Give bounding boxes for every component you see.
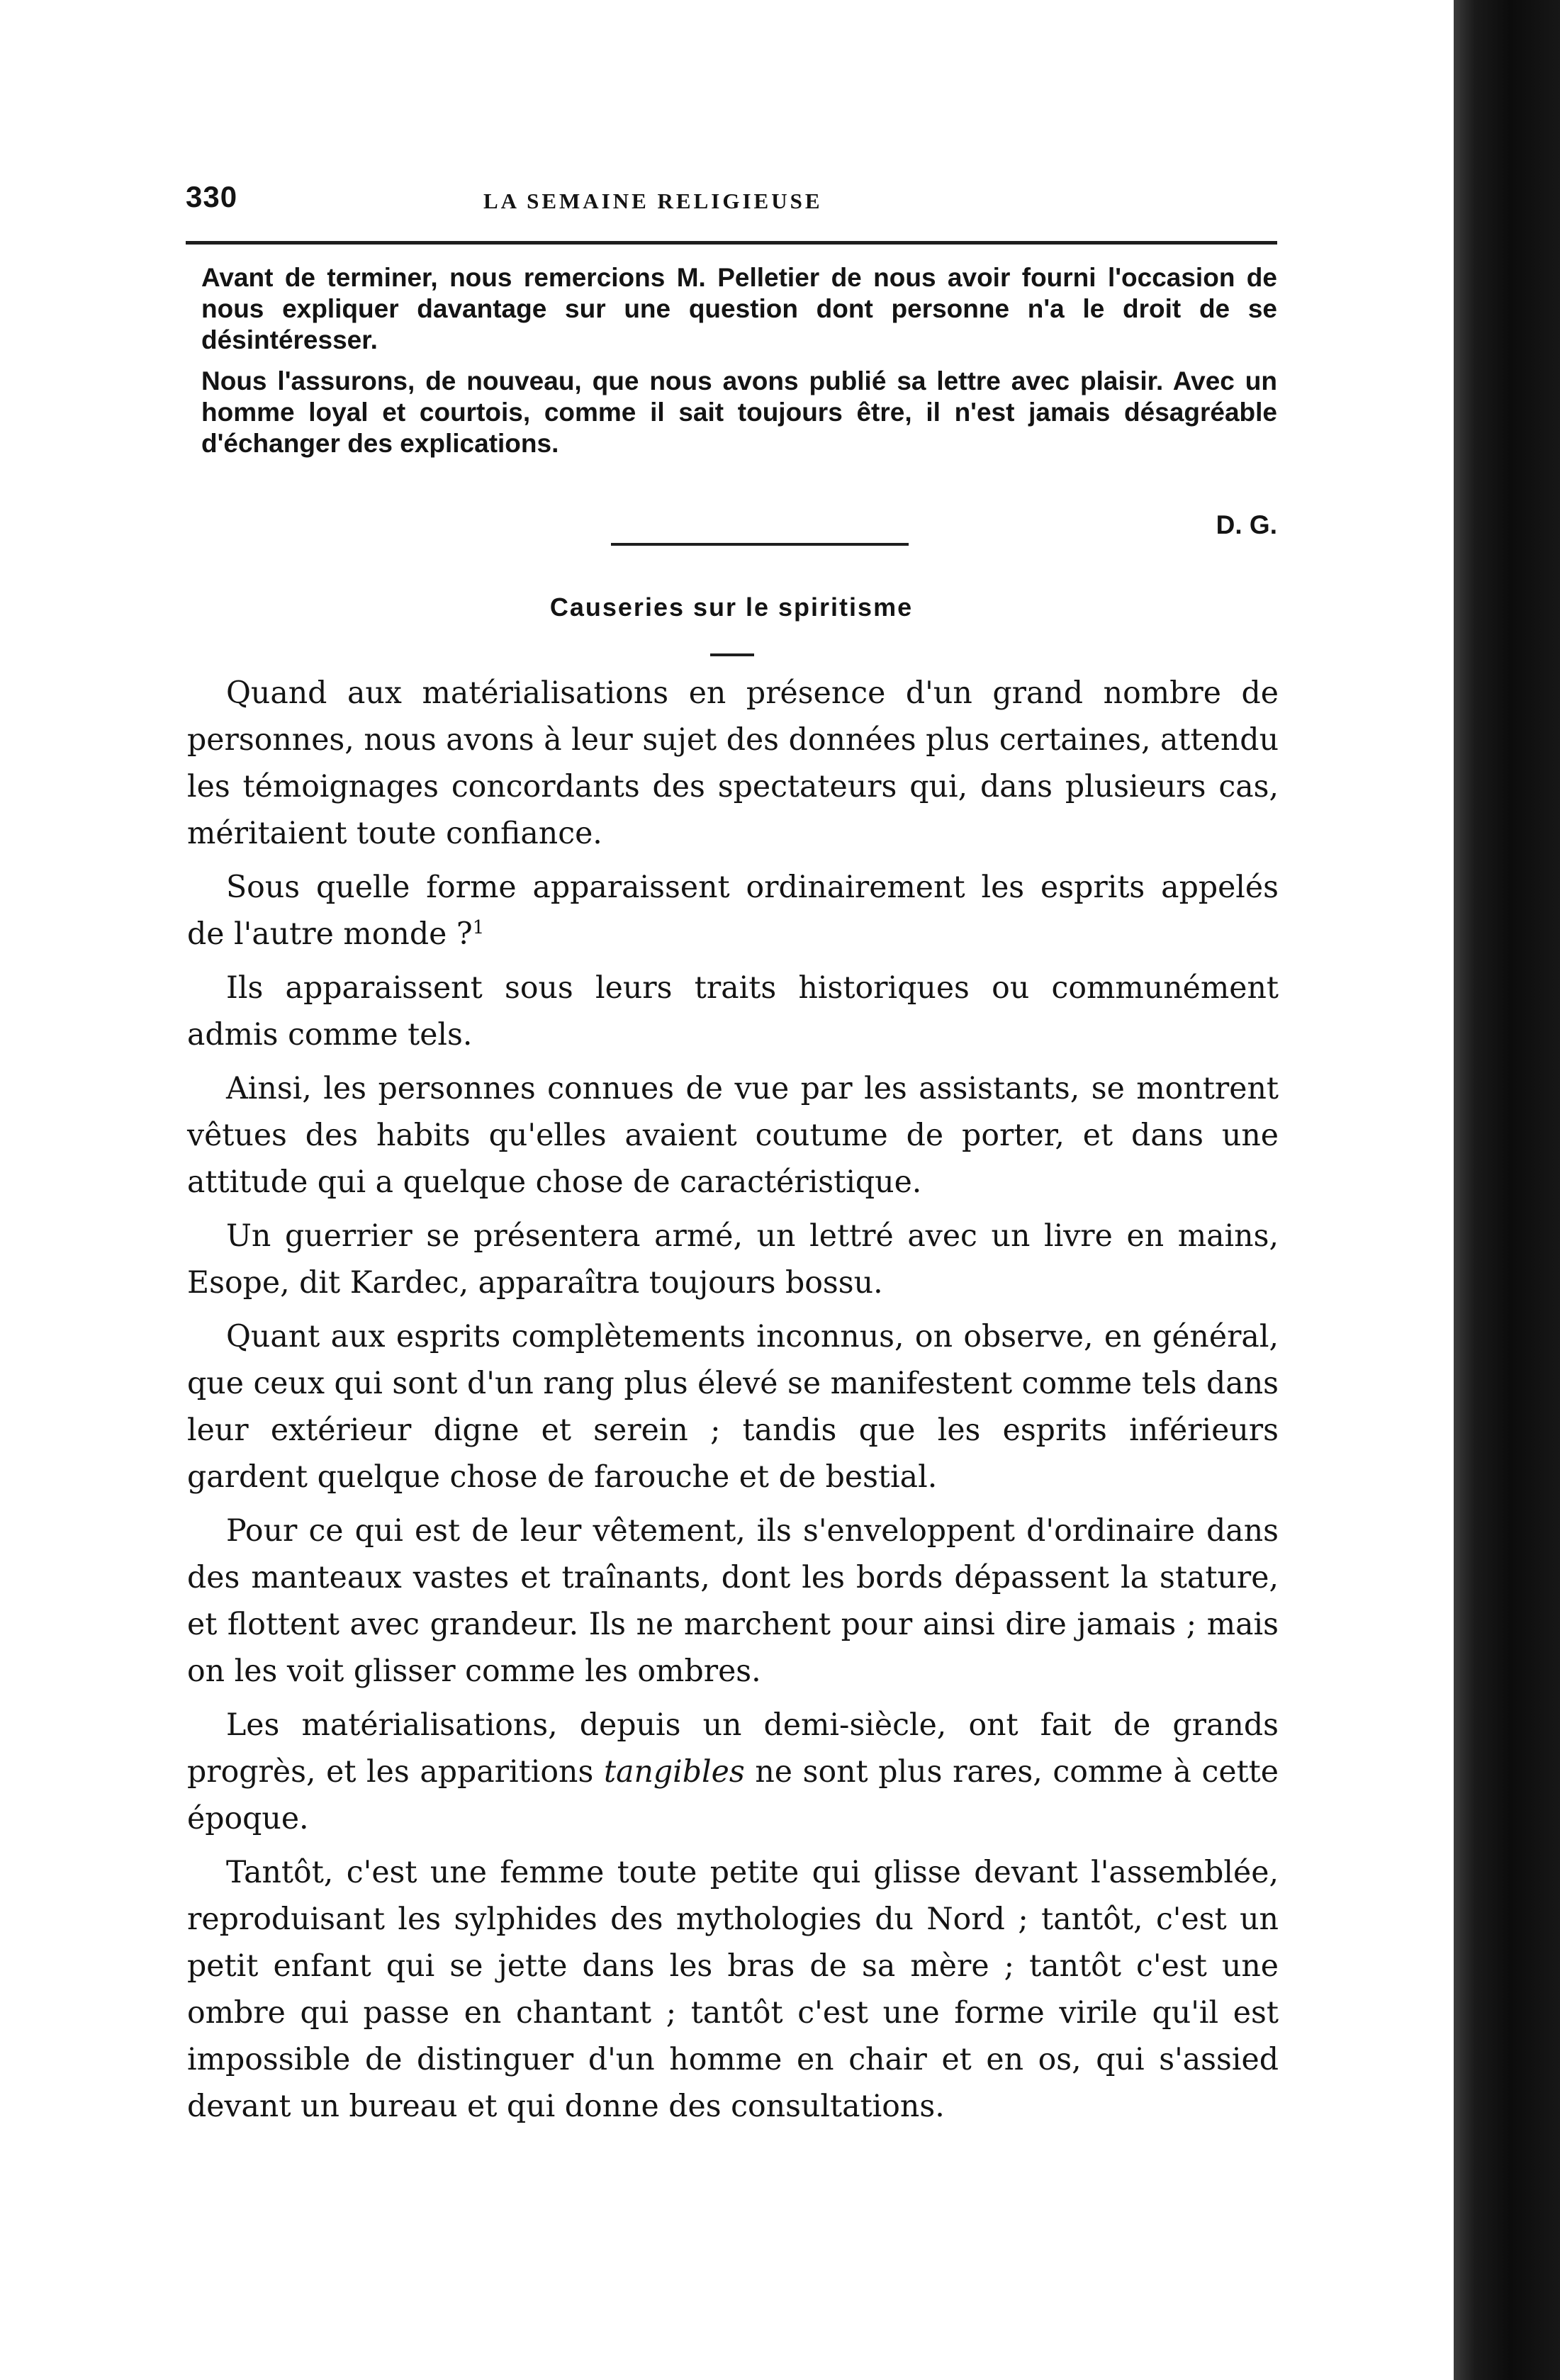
body-paragraph — [187, 1702, 1279, 1842]
italic-word: tangibles — [603, 1754, 745, 1790]
body-paragraph — [187, 864, 1279, 958]
body-paragraph: Un guerrier se présentera armé, un lettré avec un livre en mains, Esope, dit Kardec, apparaîtra toujours bossu. — [187, 1218, 1279, 1301]
running-title: LA SEMAINE RELIGIEUSE — [483, 189, 823, 213]
section-title: Causeries sur le spiritisme — [549, 593, 914, 622]
header-rule — [186, 241, 1277, 245]
body-paragraph-text: Sous quelle forme apparaissent ordinairement les esprits appelés de l'autre monde ? — [187, 870, 1279, 952]
body-paragraph: Quand aux matérialisations en présence d'un grand nombre de personnes, nous avons à leur sujet des données plus certaines, attendu les témoignages concordants des spectateurs qui, dans plusieurs cas, méritaient toute confiance. — [187, 675, 1279, 851]
footnote-marker: 1 — [472, 916, 485, 938]
body-paragraph: Pour ce qui est de leur vêtement, ils s'enveloppent d'ordinaire dans des manteaux vastes et traînants, dont les bords dépassent la stature, et flottent avec grandeur. Ils ne marchent pour ainsi dire jamais ; mais on les voit glisser comme les ombres. — [187, 1513, 1279, 1689]
body-paragraph: Quant aux esprits complètements inconnus, on observe, en général, que ceux qui sont d'un rang plus élevé se manifestent comme tels dans leur extérieur digne et serein ; tandis que les esprits inférieurs gardent quelque chose de farouche et de bestial. — [187, 1319, 1279, 1495]
signature: D. G. — [1216, 510, 1277, 539]
title-dash — [710, 653, 754, 656]
page-header — [186, 177, 1277, 227]
letter-paragraph: Avant de terminer, nous remercions M. Pelletier de nous avoir fourni l'occasion de nous expliquer davantage sur une question dont personne n'a le droit de se désintéresser. — [201, 263, 1277, 354]
body-paragraph: Ils apparaissent sous leurs traits historiques ou communément admis comme tels. — [187, 970, 1279, 1053]
page-number: 330 — [186, 180, 238, 213]
body-paragraph: Ainsi, les personnes connues de vue par les assistants, se montrent vêtues des habits qu'elles avaient coutume de porter, et dans une attitude qui a quelque chose de caractéristique. — [187, 1071, 1279, 1200]
letter-paragraph: Nous l'assurons, de nouveau, que nous avons publié sa lettre avec plaisir. Avec un homme loyal et courtois, comme il sait toujours être, il n'est jamais désagréable d'échanger des explications. — [201, 366, 1277, 458]
scan-binding-edge — [1454, 0, 1560, 2380]
body-paragraph: Tantôt, c'est une femme toute petite qui glisse devant l'assemblée, reproduisant les sylphides des mythologies du Nord ; tantôt, c'est un petit enfant qui se jette dans les bras de sa mère ; tantôt c'est une ombre qui passe en chantant ; tantôt c'est une forme virile qu'il est impossible de distinguer d'un homme en chair et en os, qui s'assied devant un bureau et qui donne des consultations. — [187, 1855, 1279, 2124]
section-separator — [611, 543, 909, 546]
body-paragraph-text: ne sont plus rares, comme à cette époque. — [187, 1754, 1279, 1836]
letter-closing — [201, 262, 1277, 459]
article-body — [187, 670, 1279, 2130]
body-paragraph-text: Les matérialisations, depuis un demi-siècle, ont fait de grands progrès, et les apparitions — [187, 1707, 1279, 1790]
